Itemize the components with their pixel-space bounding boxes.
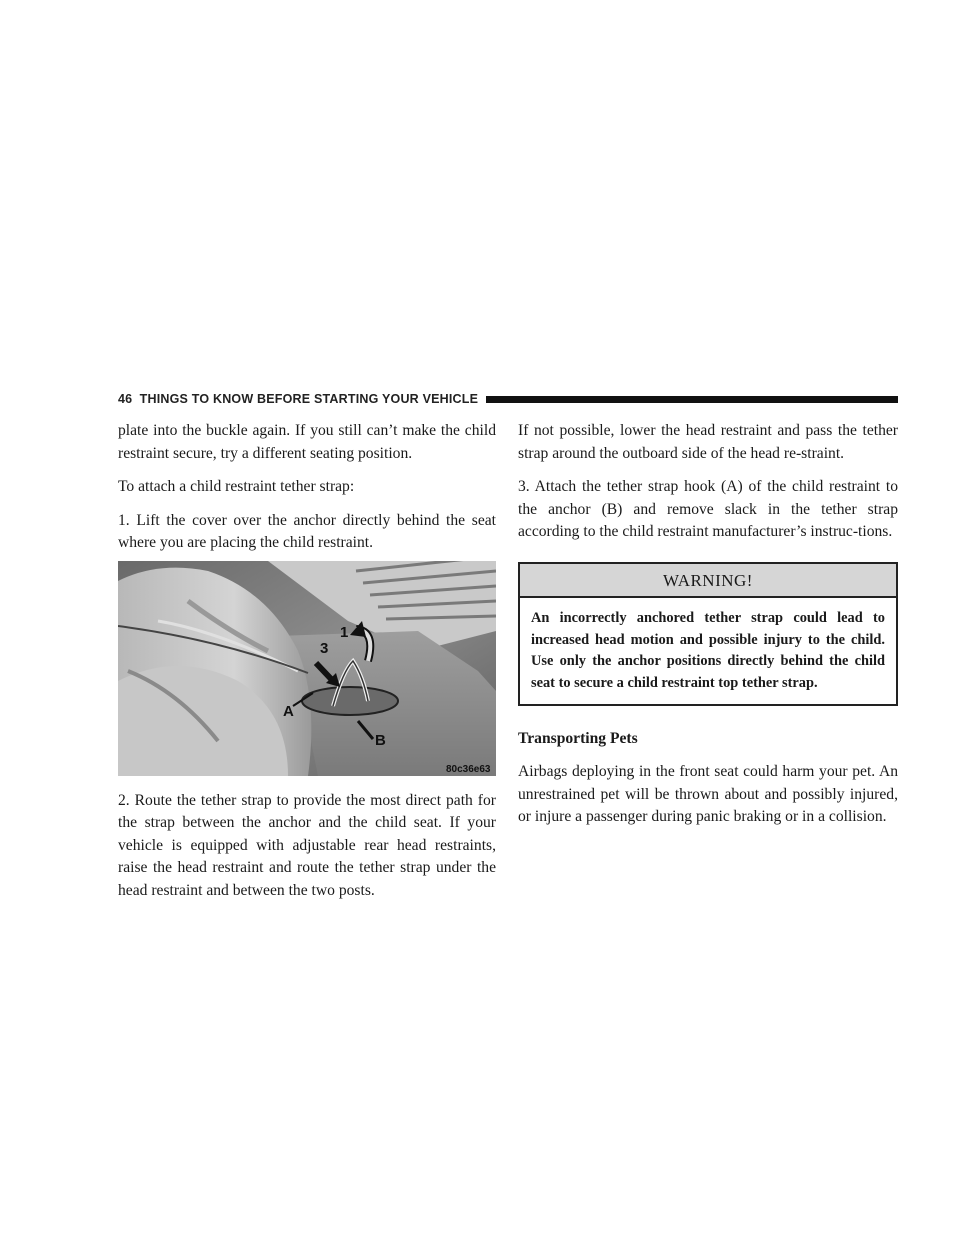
step-1: 1. Lift the cover over the anchor directly behind the seat where you are placing the child restraint. [118,511,496,551]
warning-title: WARNING! [520,564,896,599]
paragraph-pets: Airbags deploying in the front seat could harm your pet. An unrestrained pet will be thrown about and possibly injured, or injure a passenger during panic braking or in a collision. [518,763,898,825]
paragraph-lower-restraint: If not possible, lower the head restraint and pass the tether strap around the outboard side of the head re-straint. [518,422,898,462]
paragraph-attach-intro: To attach a child restraint tether strap: [118,478,355,495]
label-a: A [283,702,294,720]
anchor-illustration [118,561,496,776]
page-header-text [118,392,478,406]
left-column [118,420,496,913]
subheading-transporting-pets: Transporting Pets [518,730,638,747]
warning-box [518,562,898,707]
label-b: B [375,731,386,749]
page-number: 46 [118,392,133,406]
header-rule [486,396,898,403]
label-3: 3 [320,639,329,657]
warning-body: An incorrectly anchored tether strap could lead to increased head motion and possible injury to the child. Use only the anchor positions directly behind the child seat to secure a child restraint top tether strap. [531,610,885,691]
step-2: 2. Route the tether strap to provide the most direct path for the strap between the anchor and the child seat. If your vehicle is equipped with adjustable rear head restraints, raise the head restraint and route the tether strap under the head restraint and between the two posts. [118,791,496,899]
section-title: THINGS TO KNOW BEFORE STARTING YOUR VEHICLE [139,392,479,406]
page-header [118,391,898,407]
figure-code: 80c36e63 [446,763,491,775]
label-1: 1 [340,623,349,641]
paragraph-buckle: plate into the buckle again. If you still can’t make the child restraint secure, try a different seating position. [118,422,496,462]
right-column [518,420,898,840]
step-3: 3. Attach the tether strap hook (A) of the child restraint to the anchor (B) and remove slack in the tether strap according to the child restraint manufacturer’s instruc-tions. [518,478,898,540]
